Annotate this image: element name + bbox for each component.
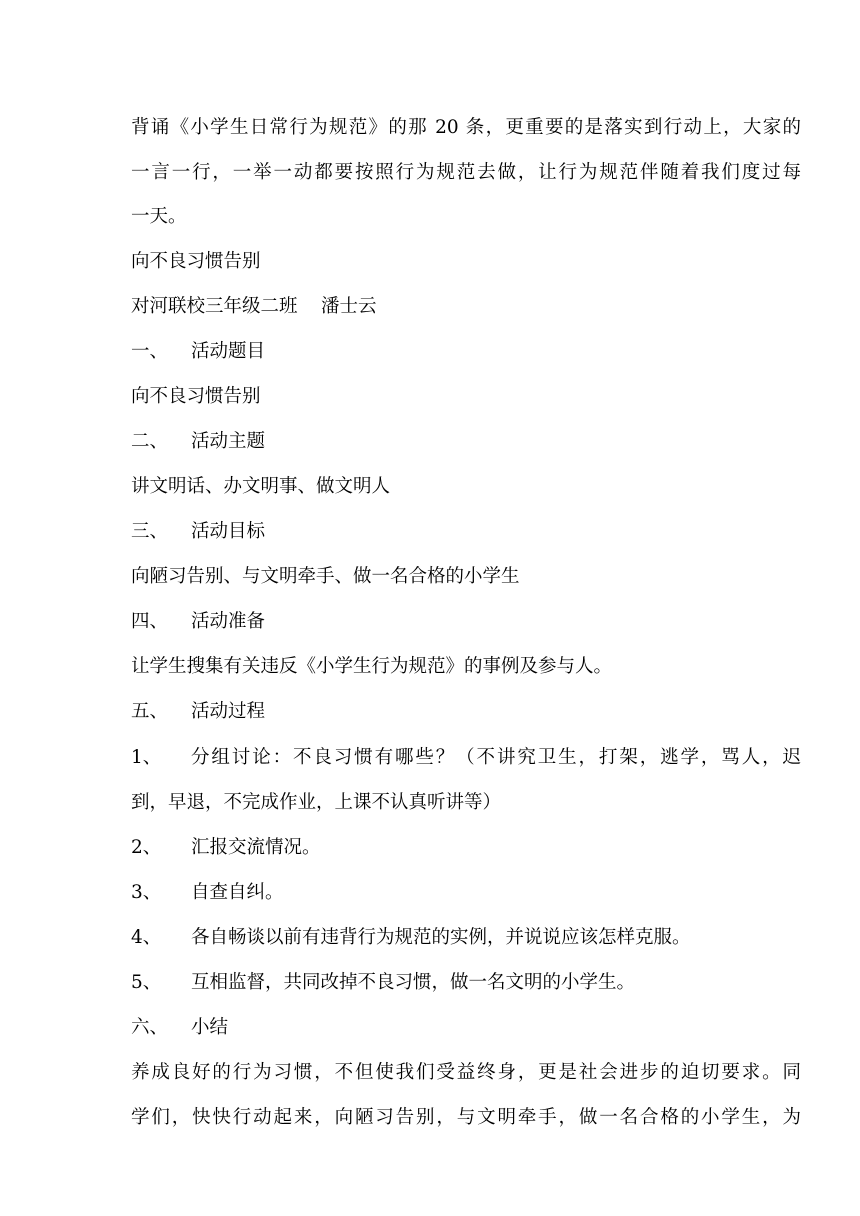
section-heading — [131, 340, 801, 364]
list-item-number: 5、 — [131, 972, 162, 993]
section-title: 活动过程 — [191, 701, 266, 722]
section-body: 讲文明话、办文明事、做文明人 — [131, 476, 391, 497]
section-body: 向陋习告别、与文明牵手、做一名合格的小学生 — [131, 566, 520, 587]
list-item-text: 互相监督，共同改掉不良习惯，做一名文明的小学生。 — [191, 972, 636, 993]
list-item-number: 1、 — [131, 747, 162, 768]
list-item-continuation: 到，早退，不完成作业，上课不认真听讲等） — [131, 792, 502, 813]
list-item-number: 3、 — [131, 882, 162, 903]
section-number: 四、 — [131, 611, 169, 632]
section-title: 活动目标 — [191, 521, 266, 542]
section-number: 三、 — [131, 521, 169, 542]
section-title: 活动准备 — [191, 611, 266, 632]
list-item-text: 各自畅谈以前有违背行为规范的实例，并说说应该怎样克服。 — [191, 927, 691, 948]
section-number: 二、 — [131, 431, 169, 452]
section-heading — [131, 520, 801, 544]
paragraph-line: 一天。 — [131, 206, 187, 227]
list-item — [131, 881, 801, 905]
paragraph-line: 背诵《小学生日常行为规范》的那 20 条，更重要的是落实到行动上，大家的 — [131, 117, 801, 138]
list-item-number: 2、 — [131, 837, 162, 858]
list-item — [131, 971, 801, 995]
list-item-text: 自查自纠。 — [191, 882, 284, 903]
list-item-text: 分组讨论：不良习惯有哪些？（不讲究卫生，打架，逃学，骂人，迟 — [191, 747, 801, 768]
section-title: 活动主题 — [191, 431, 266, 452]
list-item-number: 4、 — [131, 927, 162, 948]
section-number: 五、 — [131, 701, 169, 722]
list-item — [131, 926, 801, 950]
list-item-text: 汇报交流情况。 — [191, 837, 321, 858]
section-number: 一、 — [131, 341, 169, 362]
section-title: 小结 — [191, 1017, 229, 1038]
paragraph-line: 一言一行，一举一动都要按照行为规范去做，让行为规范伴随着我们度过每 — [131, 162, 801, 183]
list-item — [131, 746, 801, 770]
paragraph-line: 学们，快快行动起来，向陋习告别，与文明牵手，做一名合格的小学生，为 — [131, 1107, 801, 1128]
author-line: 对河联校三年级二班 潘士云 — [131, 296, 377, 317]
section-heading — [131, 1016, 801, 1040]
document-title: 向不良习惯告别 — [131, 251, 261, 272]
section-title: 活动题目 — [191, 341, 266, 362]
section-body: 让学生搜集有关违反《小学生行为规范》的事例及参与人。 — [131, 656, 613, 677]
paragraph-line: 养成良好的行为习惯，不但使我们受益终身，更是社会进步的迫切要求。同 — [131, 1062, 801, 1083]
section-heading — [131, 610, 801, 634]
section-body: 向不良习惯告别 — [131, 386, 261, 407]
section-number: 六、 — [131, 1017, 169, 1038]
section-heading — [131, 700, 801, 724]
section-heading — [131, 430, 801, 454]
list-item — [131, 836, 801, 860]
